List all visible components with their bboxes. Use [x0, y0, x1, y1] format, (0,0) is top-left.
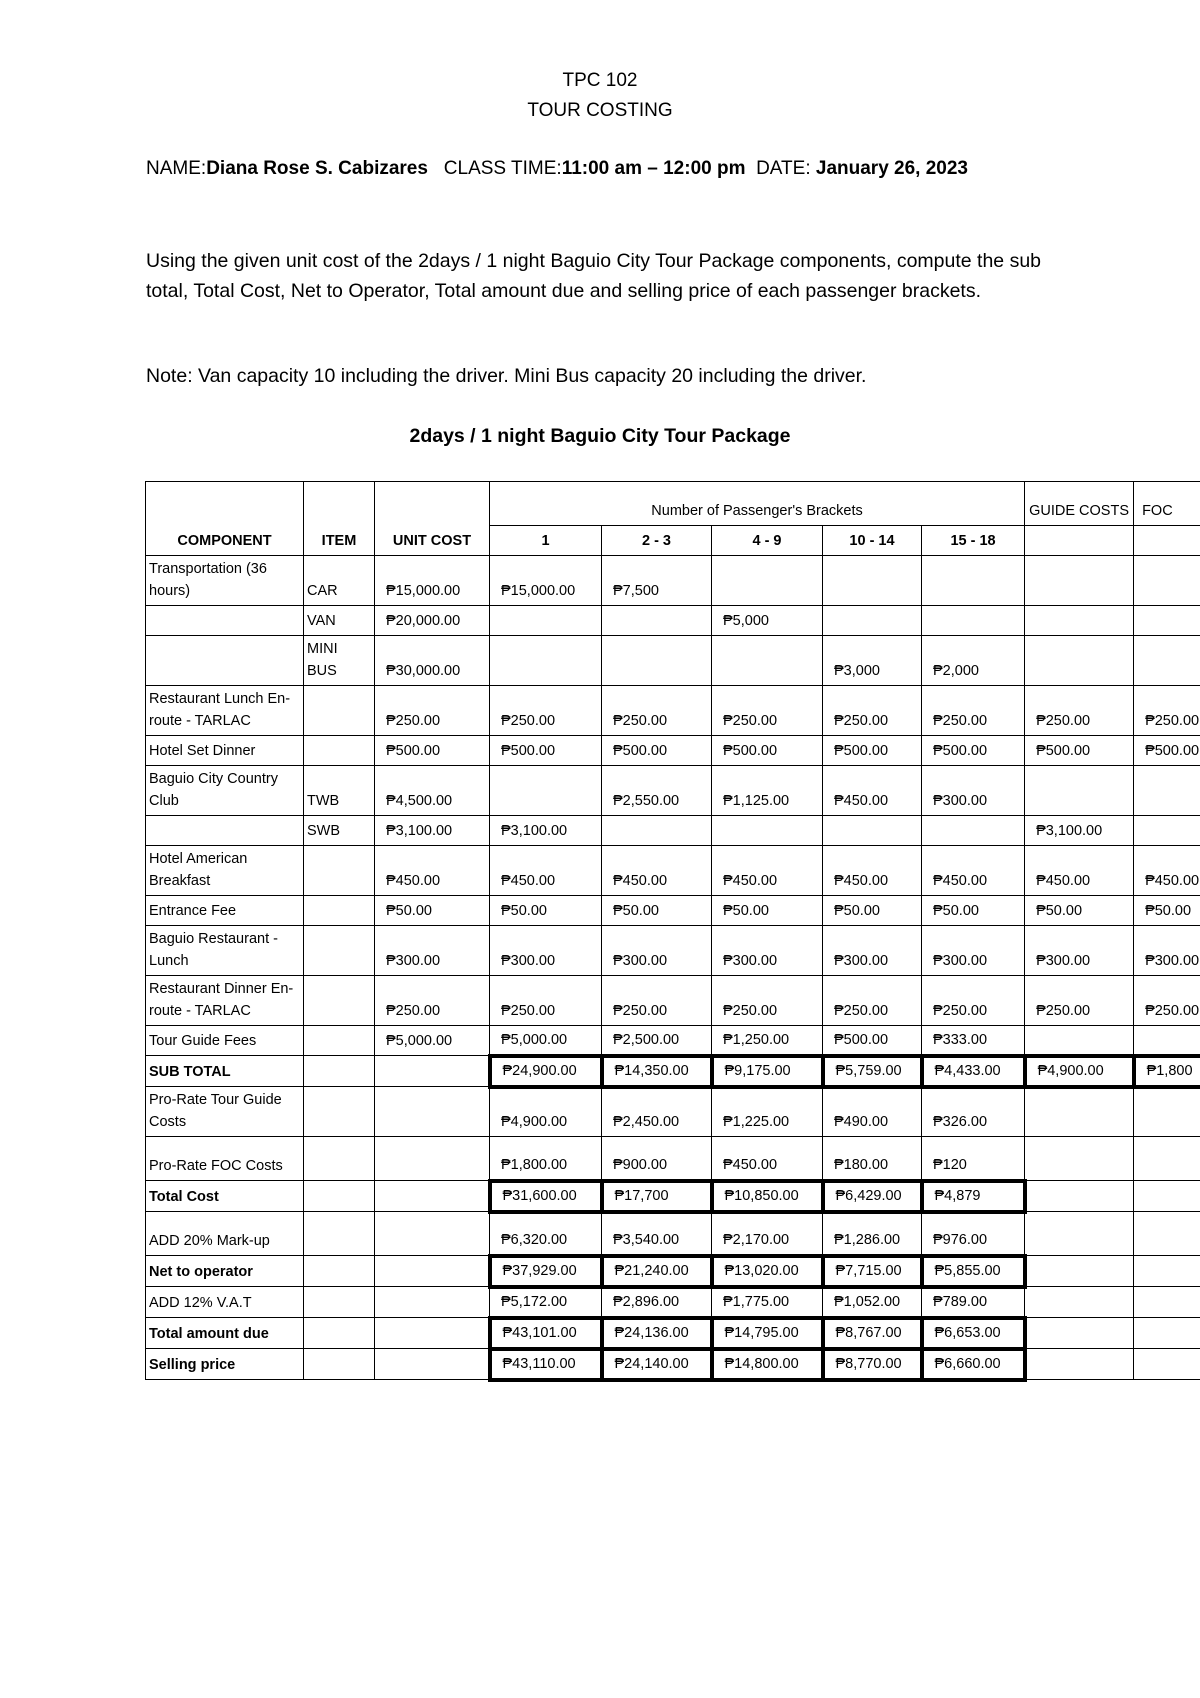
- unit-cost-cell: [375, 1287, 490, 1318]
- value-cell-b5: ₱50.00: [922, 896, 1025, 926]
- value-cell-foc: ₱450.00: [1134, 846, 1200, 896]
- value-cell-b4: ₱180.00: [823, 1137, 922, 1181]
- value-cell-b1: ₱5,172.00: [490, 1287, 602, 1318]
- item-cell: [304, 1056, 375, 1087]
- value-cell-b1: ₱43,110.00: [490, 1349, 602, 1380]
- value-cell-guide: [1025, 1212, 1134, 1256]
- component-cell: Entrance Fee: [146, 896, 304, 926]
- value-cell-b2: ₱2,550.00: [602, 766, 712, 816]
- item-cell: [304, 1318, 375, 1349]
- value-cell-b1: ₱24,900.00: [490, 1056, 602, 1087]
- value-cell-b4: ₱8,767.00: [823, 1318, 922, 1349]
- costing-table-container: [145, 481, 1200, 1411]
- value-cell-b5: [922, 816, 1025, 846]
- value-cell-foc: [1134, 556, 1200, 606]
- value-cell-b3: ₱250.00: [712, 976, 823, 1026]
- table-row: [146, 1181, 1200, 1212]
- value-cell-b4: [823, 556, 922, 606]
- value-cell-b4: ₱7,715.00: [823, 1256, 922, 1287]
- item-cell: VAN: [304, 606, 375, 636]
- unit-cost-cell: [375, 1318, 490, 1349]
- header-guide-costs: GUIDE COSTS: [1025, 482, 1134, 526]
- value-cell-foc: ₱500.00: [1134, 736, 1200, 766]
- value-cell-b1: ₱4,900.00: [490, 1087, 602, 1137]
- header-foc-blank: [1134, 526, 1200, 556]
- component-cell: [146, 606, 304, 636]
- value-cell-b1: ₱43,101.00: [490, 1318, 602, 1349]
- value-cell-b4: ₱50.00: [823, 896, 922, 926]
- value-cell-b2: ₱500.00: [602, 736, 712, 766]
- value-cell-b5: [922, 556, 1025, 606]
- component-cell: Net to operator: [146, 1256, 304, 1287]
- value-cell-guide: ₱250.00: [1025, 686, 1134, 736]
- value-cell-b1: ₱250.00: [490, 686, 602, 736]
- component-cell: Total Cost: [146, 1181, 304, 1212]
- value-cell-foc: [1134, 1181, 1200, 1212]
- unit-cost-cell: [375, 1056, 490, 1087]
- table-row: [146, 556, 1200, 606]
- value-cell-b3: ₱450.00: [712, 846, 823, 896]
- value-cell-foc: ₱50.00: [1134, 896, 1200, 926]
- value-cell-b2: ₱21,240.00: [602, 1256, 712, 1287]
- table-row: [146, 1318, 1200, 1349]
- value-cell-b1: ₱37,929.00: [490, 1256, 602, 1287]
- item-cell: MINI BUS: [304, 636, 375, 686]
- value-cell-b3: ₱450.00: [712, 1137, 823, 1181]
- value-cell-b4: ₱5,759.00: [823, 1056, 922, 1087]
- value-cell-b2: [602, 816, 712, 846]
- value-cell-b1: ₱450.00: [490, 846, 602, 896]
- header-bracket-10-14: 10 - 14: [823, 526, 922, 556]
- item-cell: [304, 1087, 375, 1137]
- item-cell: [304, 846, 375, 896]
- component-cell: Selling price: [146, 1349, 304, 1380]
- value-cell-b1: ₱31,600.00: [490, 1181, 602, 1212]
- value-cell-foc: [1134, 1026, 1200, 1056]
- value-cell-b1: ₱3,100.00: [490, 816, 602, 846]
- value-cell-foc: [1134, 1349, 1200, 1380]
- value-cell-b1: ₱300.00: [490, 926, 602, 976]
- unit-cost-cell: ₱500.00: [375, 736, 490, 766]
- value-cell-guide: [1025, 1181, 1134, 1212]
- component-cell: SUB TOTAL: [146, 1056, 304, 1087]
- value-cell-guide: [1025, 1137, 1134, 1181]
- value-cell-foc: [1134, 606, 1200, 636]
- value-cell-b3: ₱14,800.00: [712, 1349, 823, 1380]
- table-row: [146, 1256, 1200, 1287]
- value-cell-guide: [1025, 766, 1134, 816]
- value-cell-guide: [1025, 556, 1134, 606]
- value-cell-b2: ₱24,140.00: [602, 1349, 712, 1380]
- unit-cost-cell: ₱15,000.00: [375, 556, 490, 606]
- value-cell-b1: [490, 606, 602, 636]
- value-cell-b5: ₱6,653.00: [922, 1318, 1025, 1349]
- table-row: [146, 1349, 1200, 1380]
- header-passenger-brackets: Number of Passenger's Brackets: [490, 482, 1025, 526]
- value-cell-b2: [602, 636, 712, 686]
- value-cell-guide: [1025, 1349, 1134, 1380]
- value-cell-b5: ₱976.00: [922, 1212, 1025, 1256]
- class-time-label: CLASS TIME:: [443, 158, 562, 179]
- value-cell-b2: ₱450.00: [602, 846, 712, 896]
- item-cell: [304, 1181, 375, 1212]
- costing-table: [145, 481, 1200, 1382]
- header-unit-cost: UNIT COST: [375, 482, 490, 556]
- unit-cost-cell: ₱250.00: [375, 976, 490, 1026]
- value-cell-b5: ₱4,433.00: [922, 1056, 1025, 1087]
- item-cell: [304, 736, 375, 766]
- component-cell: Pro-Rate Tour Guide Costs: [146, 1087, 304, 1137]
- value-cell-guide: ₱450.00: [1025, 846, 1134, 896]
- value-cell-b4: [823, 816, 922, 846]
- value-cell-guide: ₱500.00: [1025, 736, 1134, 766]
- table-title: 2days / 1 night Baguio City Tour Package: [409, 425, 791, 447]
- header-bracket-15-18: 15 - 18: [922, 526, 1025, 556]
- value-cell-b4: ₱3,000: [823, 636, 922, 686]
- course-code: TPC 102: [562, 70, 638, 91]
- table-row: [146, 686, 1200, 736]
- item-cell: [304, 1026, 375, 1056]
- value-cell-guide: [1025, 1318, 1134, 1349]
- value-cell-foc: ₱250.00: [1134, 976, 1200, 1026]
- table-row: [146, 1287, 1200, 1318]
- unit-cost-cell: ₱30,000.00: [375, 636, 490, 686]
- value-cell-b5: [922, 606, 1025, 636]
- value-cell-b4: ₱1,286.00: [823, 1212, 922, 1256]
- component-cell: Total amount due: [146, 1318, 304, 1349]
- table-row: [146, 816, 1200, 846]
- value-cell-b4: ₱500.00: [823, 1026, 922, 1056]
- unit-cost-cell: ₱20,000.00: [375, 606, 490, 636]
- value-cell-foc: ₱1,800: [1134, 1056, 1200, 1087]
- value-cell-guide: ₱3,100.00: [1025, 816, 1134, 846]
- value-cell-b2: ₱7,500: [602, 556, 712, 606]
- component-cell: Hotel American Breakfast: [146, 846, 304, 896]
- value-cell-b1: [490, 766, 602, 816]
- value-cell-b5: ₱250.00: [922, 976, 1025, 1026]
- value-cell-b3: ₱250.00: [712, 686, 823, 736]
- value-cell-b3: ₱14,795.00: [712, 1318, 823, 1349]
- unit-cost-cell: [375, 1087, 490, 1137]
- value-cell-b3: ₱50.00: [712, 896, 823, 926]
- unit-cost-cell: ₱4,500.00: [375, 766, 490, 816]
- value-cell-b2: ₱2,500.00: [602, 1026, 712, 1056]
- component-cell: [146, 816, 304, 846]
- header-foc: FOC: [1134, 482, 1200, 526]
- value-cell-b3: ₱9,175.00: [712, 1056, 823, 1087]
- header-item: ITEM: [304, 482, 375, 556]
- item-cell: CAR: [304, 556, 375, 606]
- value-cell-b1: ₱1,800.00: [490, 1137, 602, 1181]
- unit-cost-cell: [375, 1137, 490, 1181]
- value-cell-b4: ₱450.00: [823, 766, 922, 816]
- value-cell-b5: ₱250.00: [922, 686, 1025, 736]
- item-cell: SWB: [304, 816, 375, 846]
- value-cell-guide: [1025, 636, 1134, 686]
- value-cell-b5: ₱500.00: [922, 736, 1025, 766]
- component-cell: Pro-Rate FOC Costs: [146, 1137, 304, 1181]
- class-time-value: 11:00 am – 12:00 pm: [561, 158, 746, 179]
- item-cell: [304, 1137, 375, 1181]
- value-cell-b3: [712, 816, 823, 846]
- value-cell-guide: ₱300.00: [1025, 926, 1134, 976]
- value-cell-b4: [823, 606, 922, 636]
- item-cell: [304, 926, 375, 976]
- value-cell-b5: ₱333.00: [922, 1026, 1025, 1056]
- item-cell: [304, 1349, 375, 1380]
- unit-cost-cell: [375, 1349, 490, 1380]
- value-cell-b2: ₱900.00: [602, 1137, 712, 1181]
- value-cell-b1: ₱50.00: [490, 896, 602, 926]
- value-cell-b5: ₱2,000: [922, 636, 1025, 686]
- value-cell-guide: [1025, 1287, 1134, 1318]
- value-cell-b2: ₱24,136.00: [602, 1318, 712, 1349]
- value-cell-foc: [1134, 1212, 1200, 1256]
- component-cell: [146, 636, 304, 686]
- unit-cost-cell: [375, 1212, 490, 1256]
- table-row: [146, 926, 1200, 976]
- value-cell-b5: ₱326.00: [922, 1087, 1025, 1137]
- table-row: [146, 896, 1200, 926]
- value-cell-b2: ₱17,700: [602, 1181, 712, 1212]
- item-cell: TWB: [304, 766, 375, 816]
- value-cell-foc: ₱300.00: [1134, 926, 1200, 976]
- value-cell-guide: [1025, 1256, 1134, 1287]
- table-row: [146, 1137, 1200, 1181]
- value-cell-b1: ₱5,000.00: [490, 1026, 602, 1056]
- value-cell-b2: [602, 606, 712, 636]
- value-cell-b5: ₱6,660.00: [922, 1349, 1025, 1380]
- component-cell: Tour Guide Fees: [146, 1026, 304, 1056]
- item-cell: [304, 686, 375, 736]
- value-cell-b4: ₱1,052.00: [823, 1287, 922, 1318]
- value-cell-guide: [1025, 606, 1134, 636]
- unit-cost-cell: ₱5,000.00: [375, 1026, 490, 1056]
- header-bracket-1: 1: [490, 526, 602, 556]
- value-cell-b4: ₱300.00: [823, 926, 922, 976]
- value-cell-b3: ₱300.00: [712, 926, 823, 976]
- value-cell-b5: ₱120: [922, 1137, 1025, 1181]
- value-cell-b3: ₱1,250.00: [712, 1026, 823, 1056]
- value-cell-b4: ₱490.00: [823, 1087, 922, 1137]
- table-row: [146, 606, 1200, 636]
- value-cell-b1: ₱500.00: [490, 736, 602, 766]
- header-bracket-2-3: 2 - 3: [602, 526, 712, 556]
- name-label: NAME:: [146, 158, 207, 179]
- unit-cost-cell: ₱250.00: [375, 686, 490, 736]
- value-cell-b2: ₱3,540.00: [602, 1212, 712, 1256]
- component-cell: ADD 12% V.A.T: [146, 1287, 304, 1318]
- value-cell-b5: ₱789.00: [922, 1287, 1025, 1318]
- item-cell: [304, 976, 375, 1026]
- value-cell-b4: ₱250.00: [823, 976, 922, 1026]
- table-row: [146, 1087, 1200, 1137]
- value-cell-foc: [1134, 1287, 1200, 1318]
- value-cell-guide: [1025, 1087, 1134, 1137]
- value-cell-b1: [490, 636, 602, 686]
- item-cell: [304, 1256, 375, 1287]
- value-cell-b4: ₱500.00: [823, 736, 922, 766]
- value-cell-b4: ₱6,429.00: [823, 1181, 922, 1212]
- value-cell-foc: [1134, 1137, 1200, 1181]
- value-cell-b5: ₱5,855.00: [922, 1256, 1025, 1287]
- value-cell-b5: ₱450.00: [922, 846, 1025, 896]
- value-cell-b3: [712, 556, 823, 606]
- unit-cost-cell: [375, 1256, 490, 1287]
- value-cell-foc: [1134, 1087, 1200, 1137]
- capacity-note: Note: Van capacity 10 including the driver. Mini Bus capacity 20 including the driver.: [146, 365, 867, 387]
- value-cell-b2: ₱50.00: [602, 896, 712, 926]
- table-row: [146, 846, 1200, 896]
- value-cell-b1: ₱15,000.00: [490, 556, 602, 606]
- component-cell: Restaurant Dinner En-route - TARLAC: [146, 976, 304, 1026]
- value-cell-b3: ₱13,020.00: [712, 1256, 823, 1287]
- component-cell: Restaurant Lunch En-route - TARLAC: [146, 686, 304, 736]
- component-cell: Baguio City Country Club: [146, 766, 304, 816]
- component-cell: ADD 20% Mark-up: [146, 1212, 304, 1256]
- value-cell-b3: ₱1,775.00: [712, 1287, 823, 1318]
- unit-cost-cell: ₱450.00: [375, 846, 490, 896]
- value-cell-b3: ₱2,170.00: [712, 1212, 823, 1256]
- value-cell-guide: ₱50.00: [1025, 896, 1134, 926]
- value-cell-guide: ₱250.00: [1025, 976, 1134, 1026]
- value-cell-b4: ₱450.00: [823, 846, 922, 896]
- table-row: [146, 1212, 1200, 1256]
- name-value: Diana Rose S. Cabizares: [206, 158, 428, 179]
- component-cell: Baguio Restaurant - Lunch: [146, 926, 304, 976]
- value-cell-b5: ₱4,879: [922, 1181, 1025, 1212]
- table-row: [146, 1026, 1200, 1056]
- value-cell-b3: ₱1,125.00: [712, 766, 823, 816]
- table-row: [146, 736, 1200, 766]
- value-cell-b2: ₱250.00: [602, 976, 712, 1026]
- student-info-line: [146, 158, 968, 180]
- value-cell-b5: ₱300.00: [922, 766, 1025, 816]
- value-cell-b3: ₱10,850.00: [712, 1181, 823, 1212]
- costing-table-body: [146, 556, 1200, 1380]
- value-cell-foc: [1134, 766, 1200, 816]
- value-cell-b2: ₱14,350.00: [602, 1056, 712, 1087]
- value-cell-foc: ₱250.00: [1134, 686, 1200, 736]
- table-row: [146, 1056, 1200, 1087]
- value-cell-foc: [1134, 816, 1200, 846]
- value-cell-b1: ₱6,320.00: [490, 1212, 602, 1256]
- unit-cost-cell: ₱50.00: [375, 896, 490, 926]
- instructions-paragraph: Using the given unit cost of the 2days / 1 night Baguio City Tour Package components, compute the sub total, Total Cost, Net to Operator, Total amount due and selling price of each passenger brackets.: [146, 250, 1042, 302]
- value-cell-b2: ₱300.00: [602, 926, 712, 976]
- value-cell-b1: ₱250.00: [490, 976, 602, 1026]
- value-cell-foc: [1134, 1256, 1200, 1287]
- value-cell-guide: [1025, 1026, 1134, 1056]
- table-row: [146, 976, 1200, 1026]
- header-guide-blank: [1025, 526, 1134, 556]
- value-cell-b5: ₱300.00: [922, 926, 1025, 976]
- date-value: January 26, 2023: [815, 158, 969, 179]
- header-bracket-4-9: 4 - 9: [712, 526, 823, 556]
- unit-cost-cell: ₱3,100.00: [375, 816, 490, 846]
- item-cell: [304, 896, 375, 926]
- unit-cost-cell: ₱300.00: [375, 926, 490, 976]
- value-cell-b4: ₱8,770.00: [823, 1349, 922, 1380]
- value-cell-foc: [1134, 1318, 1200, 1349]
- component-cell: Hotel Set Dinner: [146, 736, 304, 766]
- value-cell-b2: ₱2,896.00: [602, 1287, 712, 1318]
- header-component: COMPONENT: [146, 482, 304, 556]
- document-title: TOUR COSTING: [527, 100, 673, 121]
- value-cell-b2: ₱2,450.00: [602, 1087, 712, 1137]
- value-cell-b3: ₱500.00: [712, 736, 823, 766]
- item-cell: [304, 1287, 375, 1318]
- value-cell-guide: ₱4,900.00: [1025, 1056, 1134, 1087]
- date-label: DATE:: [756, 158, 811, 179]
- value-cell-b2: ₱250.00: [602, 686, 712, 736]
- value-cell-b3: [712, 636, 823, 686]
- value-cell-b3: ₱5,000: [712, 606, 823, 636]
- component-cell: Transportation (36 hours): [146, 556, 304, 606]
- value-cell-foc: [1134, 636, 1200, 686]
- item-cell: [304, 1212, 375, 1256]
- table-row: [146, 636, 1200, 686]
- value-cell-b4: ₱250.00: [823, 686, 922, 736]
- unit-cost-cell: [375, 1181, 490, 1212]
- table-row: [146, 766, 1200, 816]
- value-cell-b3: ₱1,225.00: [712, 1087, 823, 1137]
